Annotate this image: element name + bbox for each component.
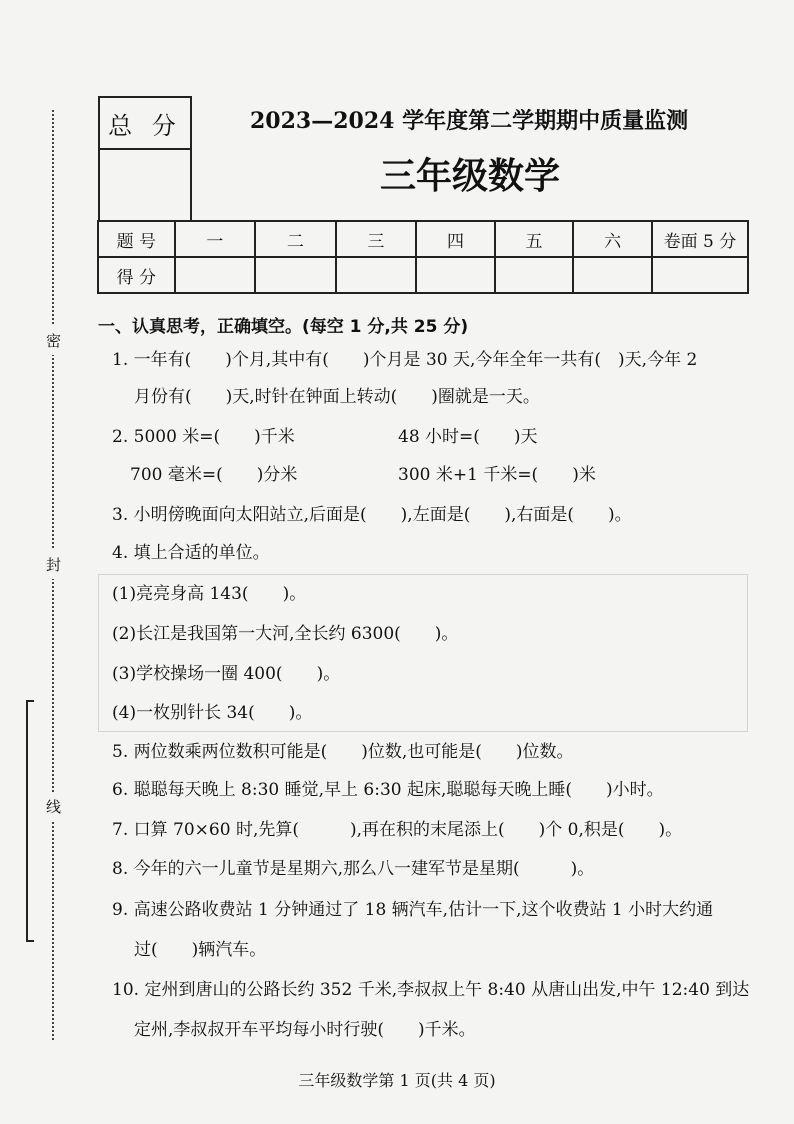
binding-char-mi: 密 [46,326,61,355]
question-line: 4. 填上合适的单位。 [112,543,270,563]
score-cell-4[interactable] [416,257,495,293]
question-line: (1)亮亮身高 143( )。 [112,584,307,604]
subject-title: 三年级数学 [379,156,560,197]
question-line: 1. 一年有( )个月,其中有( )个月是 30 天,今年全年一共有( )天,今年 2 [112,350,698,370]
score-table-cell: 题 号 [98,221,175,257]
question-line: 月份有( )天,时针在钟面上转动( )圈就是一天。 [134,387,540,407]
question-line: 10. 定州到唐山的公路长约 352 千米,李叔叔上午 8:40 从唐山出发,中午 12:40 到达 [112,980,750,1000]
question-line: 定州,李叔叔开车平均每小时行驶( )千米。 [134,1020,476,1040]
score-table-cell: 五 [495,221,574,257]
question-line: (4)一枚别针长 34( )。 [112,703,313,723]
score-cell-5[interactable] [495,257,574,293]
score-cell-2[interactable] [255,257,336,293]
binding-char-feng: 封 [46,550,61,579]
question-line: 5. 两位数乘两位数积可能是( )位数,也可能是( )位数。 [112,742,574,762]
question-line: 300 米+1 千米=( )米 [398,465,596,485]
score-table-cell: 三 [336,221,417,257]
score-cell-1[interactable] [175,257,256,293]
question-line: 过( )辆汽车。 [134,940,267,960]
question-line: 2. 5000 米=( )千米 [112,427,295,447]
score-table-cell: 四 [416,221,495,257]
score-table [97,220,749,294]
question-line: 9. 高速公路收费站 1 分钟通过了 18 辆汽车,估计一下,这个收费站 1 小时大约通 [112,900,714,920]
binding-char-xian: 线 [46,792,61,821]
question-line: (2)长江是我国第一大河,全长约 6300( )。 [112,624,459,644]
binding-bracket [26,700,34,942]
exam-title: 2023—2024 学年度第二学期期中质量监测 [250,108,689,134]
score-table-cell: 卷面 5 分 [652,221,748,257]
question-line: 3. 小明傍晚面向太阳站立,后面是( ),左面是( ),右面是( )。 [112,505,632,525]
score-table-score-row [98,257,748,293]
question-line: 8. 今年的六一儿童节是星期六,那么八一建军节是星期( )。 [112,859,595,879]
total-score-label: 总 分 [100,98,190,150]
question-line: (3)学校操场一圈 400( )。 [112,664,341,684]
score-table-cell: 一 [175,221,256,257]
score-table-header-row [98,221,748,257]
question-line: 6. 聪聪每天晚上 8:30 睡觉,早上 6:30 起床,聪聪每天晚上睡( )小时。 [112,780,664,800]
section-heading: 一、认真思考，正确填空。(每空 1 分,共 25 分) [98,317,469,337]
score-table-cell: 六 [573,221,652,257]
score-table-cell: 得 分 [98,257,175,293]
question-line: 7. 口算 70×60 时,先算( ),再在积的末尾添上( )个 0,积是( )。 [112,820,683,840]
total-score-box [98,96,192,222]
question-line: 700 毫米=( )分米 [130,465,298,485]
question-line: 48 小时=( )天 [398,427,538,447]
score-cell-neatness[interactable] [652,257,748,293]
score-cell-3[interactable] [336,257,417,293]
page-footer: 三年级数学第 1 页(共 4 页) [298,1071,496,1090]
score-table-cell: 二 [255,221,336,257]
score-cell-6[interactable] [573,257,652,293]
